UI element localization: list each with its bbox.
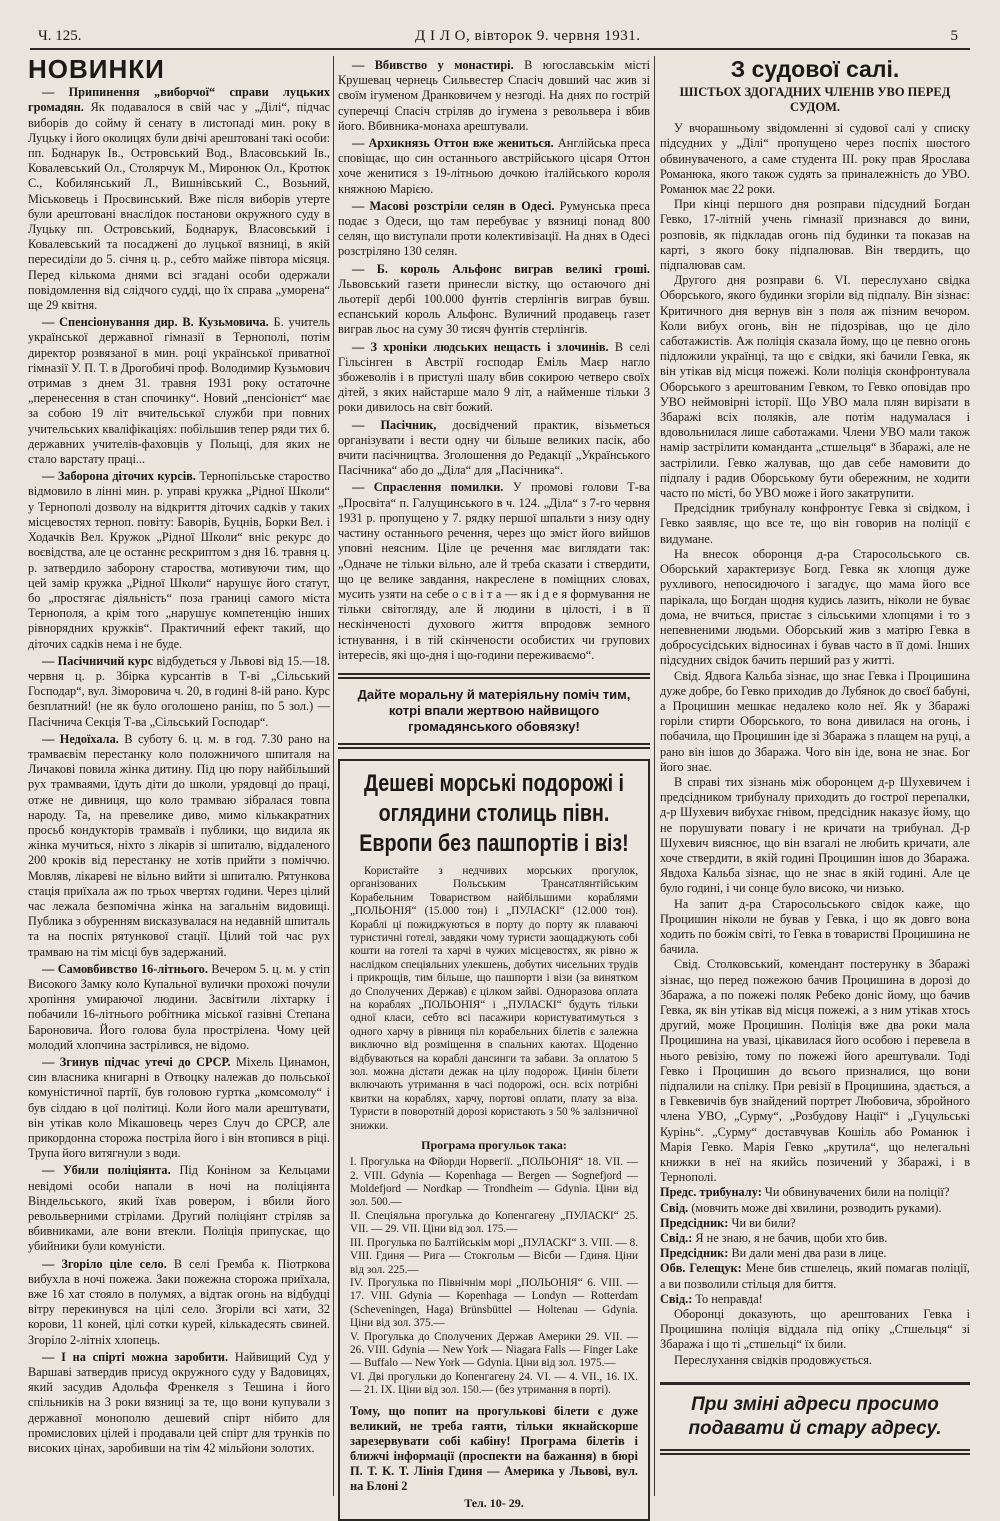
court-section-title: З судової салі. bbox=[730, 56, 900, 82]
dialogue-line bbox=[660, 1246, 970, 1261]
ad-program-title: Програма прогульок така: bbox=[421, 1138, 567, 1153]
court-closing-paragraph: Оборонці доказують, що арештованих Гевка і Процишина поліція віддала під опіку „Стшельця“ зі Збаража і що ті „стшельці“ їх били. bbox=[660, 1307, 970, 1352]
dialogue-speaker: Предсідник: bbox=[660, 1246, 729, 1261]
dialogue-line bbox=[660, 1292, 970, 1307]
ad-trip-item: І. Прогулька на Фйорди Норвегії. „ПОЛЬОНІЯ“ 18. VII. — 2. VIII. Gdynia — Kopenhaga — Bergen — Sognefjord — Moldefjord — Nordkap — Trondheim — Gdynia. Ціни від зол. 500.— bbox=[350, 1156, 638, 1209]
court-closing-paragraph: Переслухання свідків продовжується. bbox=[674, 1352, 873, 1367]
news-item-body: Найвищий Суд у Варшаві затвердив присуд окружного суду у Вадовицях, який засудив Адольфа Френкеля з Тешина і його спільників на 3 роки вязниці за те, що вони купували з державної монополю дешевий спірт нібито для промислових цілей і продавали цей спірт для трунків по високих цінах, заробивши на тім 42 мільйони золотих. bbox=[28, 1349, 331, 1456]
news-items-list bbox=[28, 85, 330, 1456]
news-item-body: Румунська преса подає з Одеси, що там перебуває у вязниці понад 800 селян, що виступали проти колективізації. На днях в Одесі розстріляно 130 селян. bbox=[338, 198, 650, 259]
masthead bbox=[30, 26, 970, 50]
news-item-body: Тернопільське староство відмовило в лінні мин. р. управі кружка „Рідної Школи“ у Тернополі дозволу на відкриття діточих садків у таких місцевостях терноп. повіту: Баворів, Буцнів, Борки Вел. і Ходачків Вел. Кружок „Рідної Школи“ вніс рекурс до воєвідства, але це останнє рескриптом з дня 16. травня ц. р. затвердило заборону староства, мотивуючи тим, що цей замір кружка „Рідної Школи“ нарушує його статут, бо „простягає діяльність“ поза границі самого міста Тернополя, а крім того „нарушує компетенцію інших рівнорядних кружків“. Практичний ефект такий, що діточих садків нема і не буде. bbox=[28, 469, 330, 651]
news-item bbox=[28, 469, 330, 651]
news-item-body: В суботу 6. ц. м. в год. 7.30 рано на трамваєвім перестанку коло положничого шпиталя на Личакові повила жінка дитину. Під цю пору найбільший рух трамваями, їдуть діти до школи, урядовці до праці, отже не дивниця, що коло трамваю зібралася товпа народу. Та, на превелике диво, мимо кількакратних просьб кондукторів трамваїв і публики, що видила як жінка мучиться, ніхто з лікарів зі шпиталю, віддаленого 200 кроків від перестанку не хотів прийти з поміччю. Мовляв, лікареві не вільно вийти зі шпиталю. Рятункова стація приїхала аж по трьох чвертях години. Через цілий час лежала безпомічна жінка на загальнім видовищі. Публика з обуренням висказувалася на недавній шпиталь та на поспіх рятункової стації. Цілий той час рух трамваю на тім місці був задержаний. bbox=[28, 731, 330, 959]
news-item bbox=[338, 262, 650, 338]
news-item-title: — Згоріло ціле село. bbox=[42, 1256, 167, 1271]
ad-intro: Користайте з недчивих морських прогулок, організованих Польським Трансатлянтійським Корабельним Товариством найбільшими кораблями „ПОЛЬОНІЯ“ (15.000 тон) і „ПУЛАСКІ“ (12.000 тон). Кораблі ці пожиджуються в порту до порту як плаваючі туристичні готелі, завдяки чому туристи заощаджують собі кошти на готелі та харчі в чужих місцевостях, як рівно ж наслідком спеціяльних улекшень, добутих чисельних трудів і прикрощів, тим більше, що пашпорти і візи (за винятком до Сполучених Держав) є цілком зайві. Одноразова оплата на кораблях „ПОЛЬОНІЯ“ і „ПУЛАСКІ“ будуть тільки одної класи, себто всі пасажири користуватимуться з одного харчу в рівниця піл корабельних білетів є залежна виключно від розміщення в спальних каютах. Щоденно відбуваються на кораблі дансинги та забави. За оплатою 5 зол. можна дістати дежак на цілу подорож. Цинін білети включають утримання в часі подорожі, осн. всіх потрібні квитки на кораблях, харчу, портові оплати, плату за віза. Туристи в поворотній дорозі користають з 50 % залізничної знижки. bbox=[350, 864, 638, 1132]
news-item-title: — Заборона діточих курсів. bbox=[42, 469, 196, 484]
news-item-title: — Недоїхала. bbox=[42, 731, 119, 746]
news-item-title: — Пасічник, bbox=[352, 417, 437, 432]
dialogue-line bbox=[660, 1216, 970, 1231]
column-divider bbox=[333, 56, 334, 1496]
news-item bbox=[28, 732, 330, 960]
court-paragraph: На запит д-ра Старосольського свідок каже, що Процишин ніколи не бував у Гевка, і що як довго вона ходить по божім світі, то Гевка в товаристві Процишина не бачила. bbox=[660, 896, 970, 957]
news-item-body: Як подавалося в свій час у „Ділі“, підчас виборів до сойму й сенату в листопаді мин. року в Луцьку і його околицях були двічі арештовані такі особи: пп. Боднарук Ів., Островський Вод., Власовський Ів., Ковалевський Ол., Столярчук М., Миронюк Ол., Кротюк С., Кобилянський Л., Вишнівський С., Возьний, Міськовець і Просвинський. Вже після виборів утерте були арештовані внаслідок постанови окружного суду в Луцьку пп. Островський, Боднарук, Власовський і Ковалевський та посаджені до луцької вязниці, в якій пересиділи до 5. січня ц. р., себто майже півтора місяця. Перед кількома днями всі згадані особи одержали повідомлення від слідчого судді, що їх справа „уморена“ ще 29 квітня. bbox=[28, 100, 330, 313]
news-item bbox=[28, 1257, 330, 1348]
news-item-title: — Спраєлення помилки. bbox=[352, 480, 504, 495]
dialogue-text: Чи обвинувачених били на поліції? bbox=[764, 1185, 950, 1200]
news-item bbox=[28, 85, 330, 313]
ad-trip-item: ІІ. Спеціяльна прогулька до Копенгагену „ПУЛАСКІ“ 25. VII. — 29. VII. Ціни від зол. 175.— bbox=[350, 1209, 638, 1236]
news-item-title: — Спенсіонування дир. В. Кузьмовича. bbox=[42, 315, 269, 330]
news-item-body: В селі Гремба к. Піотркова вибухла в ночі пожежа. Заки пожежна сторожа приїхала, вже 16 хат стояло в полумях, а відтак огонь на відбудці вітру перекинувся на цілі село. Згоріли всі хати, 32 корови, 11 коней, цілі сотки курей, кількадесять свиней. Згоріло 2-літніх хлопець. bbox=[28, 1256, 330, 1347]
news-item bbox=[28, 1163, 330, 1254]
dialogue-text: Чи ви били? bbox=[731, 1215, 796, 1230]
column-divider bbox=[654, 56, 655, 1496]
news-item-title: — Масові розстріли селян в Одесі. bbox=[352, 198, 555, 213]
dialogue-text: То неправда! bbox=[695, 1291, 763, 1306]
dialogue-line bbox=[660, 1201, 970, 1216]
dialogue-speaker: Предс. трибуналу: bbox=[660, 1185, 762, 1200]
dialogue-text: (мовчить може дві хвилини, розводить руками). bbox=[691, 1200, 942, 1215]
news-item-body: досвідчений практик, візьметься організувати і вести одну чи більше великих пасік, або вчити пасічництва. Зголошення до Редакції „Українського Пасічника“ або до „Діла“ для „Пасічника“. bbox=[338, 417, 650, 478]
dialogue-speaker: Свід. bbox=[660, 1200, 689, 1215]
news-item-title: — Пасічничий курс bbox=[42, 653, 154, 668]
news-item-title: — Самовбивство 16-літнього. bbox=[42, 961, 208, 976]
dialogue-speaker: Свід.: bbox=[660, 1231, 693, 1246]
news-item-body: Англійська преса сповіщає, що син останнього австрійського цісаря Оттон хоче женитися з 19-літньою дочкою італійського короля княжною Марією. bbox=[338, 136, 651, 196]
news-item-title: — Убили поліціянта. bbox=[42, 1163, 171, 1178]
court-closing bbox=[660, 1307, 970, 1368]
news-item-title: — І на спірті можна заробити. bbox=[42, 1349, 229, 1364]
news-item-title: — Припинення „виборчої“ справи луцьких громадян. bbox=[28, 85, 330, 115]
news-item-title: — Згинув підчас утечі до СРСР. bbox=[42, 1055, 231, 1069]
dialogue-text: Мене бив стшелець, який помагав поліції, а ви позволили стільця для биття. bbox=[660, 1261, 970, 1291]
court-dialogue bbox=[660, 1185, 970, 1307]
news-item bbox=[338, 418, 650, 479]
news-item-body: В селі Гільсінген в Австрії господар Еміль Маєр нагло збожеволів і в пристулі шалу вбив сокирою четверо своїх дітей, з яких найстарше мало 9 літ, а найменше тільки 3 роки дивилось на світ божий. bbox=[338, 339, 650, 415]
news-item bbox=[338, 58, 650, 134]
court-paragraph: В справі тих зізнань між оборонцем д-р Шухевичем і предсідником трибуналу приходить до гострої перепалки, д-р Шухевич вибухає гнівом, предсідник наказує йому, що не порушувати повагу і не кричати на трибунал. Д-р Шухевич вияснює, що він взагалі не любить кричати, але хоче ствердити, в якій годині Процишин ішов до Збаража. Явдоха Кальба зізнає, що не знає в якій годині. Але це було годині, і чи сонце було високо, чи низько. bbox=[660, 774, 970, 896]
ad-trips-list bbox=[350, 1156, 638, 1397]
news-item-title: — Б. король Альфонс виграв великі гроші. bbox=[352, 261, 650, 276]
newspaper-dateline: Д І Л О, вівторок 9. червня 1931. bbox=[415, 28, 641, 44]
news-column-middle bbox=[338, 56, 651, 1510]
court-paragraph: Предсідник трибуналу конфронтує Гевка зі свідком, і Гевко заявляє, що все те, що він говорив на поліції є видумане. bbox=[660, 501, 970, 546]
court-paragraph: У вчорашньому звідомленні зі судової салі у списку підсудних у „Ділі“ пропущено через поспіх шостого обвинуваченого, а саме студента ІІІ. року прав Ярослава Романюка, якого також судять за приналежність до УВО. Романюк має 22 роки. bbox=[660, 121, 970, 197]
court-paragraph: При кінці першого дня розправи підсудний Богдан Гевко, 17-літній учень гімназії признався до вини, розповів, як підкладав огонь під будинки та показав на карті, з якого боку підпалював. Він твердить, що підпалював сам. bbox=[660, 197, 970, 273]
court-paragraph: Свід. Ядвога Кальба зізнає, що знає Гевка і Процишина дуже добре, бо Гевко приходив до Лубянок до своєї бабуні, а Процишин мешкає недалеко коло неї. Як у Збаражі горіли стирти Оборського, то вона дивилася на огонь, і побачила, що Процишин іде зі Збаража з плащем на руці, а рано він ішов до Збаража. Чого він іде, вона не знає. Бог його знає. bbox=[660, 668, 970, 774]
news-item bbox=[338, 136, 650, 197]
ad-footer: Тому, що попит на прогулькові білети є дуже великий, не треба гаяти, тільки якнайскорше зарезервувати собі кабіну! Програма білетів і ближчі інформації (проспекти на бажання) в бюрі П. Т. К. Т. Лінія Гдиня — Америка у Львові, вул. на Блоні 2 bbox=[350, 1403, 638, 1493]
issue-number: Ч. 125. bbox=[38, 28, 82, 44]
court-column-right bbox=[660, 56, 970, 1496]
address-change-notice: При зміні адреси просимо подавати й стару адресу. bbox=[660, 1382, 970, 1455]
news-item-body: В югославськім місті Крушевац чернець Сильвестер Спасіч довший час жив зі своїм ігуменом Дранковичем у незгоді. На днях по гострій суперечці Спасіч стріляв до ігумена з револьвера і вбив його. Вбивника-монаха арештували. bbox=[338, 58, 651, 133]
news-items-list bbox=[338, 58, 650, 663]
news-item-body: У промові голови Т-ва „Просвіта“ п. Галущинського в ч. 124. „Діла“ з 7-го червня 1931 р. пропущено у 7. рядку першої шпальти з низу одну частину останнього речення, через що зміст його вийшов уповні неясним. Ціле це речення має виглядати так: „Одначе не тільки вільно, але й треба сказати і ствердити, що це велике завдання, накреслене в поміщних словах, мусить узяти на себе о с в і т а — як і д е я формування не тільки світогляду, але й людини в цілості, і в її нескінченості духового життя впродовж земного істнування, і в тій скінчености особистих чи групових інтересів, які що-дня і що-години переживаємо“. bbox=[338, 480, 650, 662]
appeal-box: Дайте моральну й матеріяльну поміч тим, котрі впали жертвою найвищого громадянського обовязку! bbox=[338, 673, 650, 749]
dialogue-speaker: Свід.: bbox=[660, 1291, 693, 1306]
cruise-advertisement bbox=[338, 759, 650, 1521]
news-item bbox=[28, 315, 330, 467]
court-paragraph: На внесок оборонця д-ра Старосольського св. Оборський характеризує Богд. Гевка як хлопця дуже рухливого, непосидючого і загадує, що мама його все парікала, що Богдан щодня кудись лазить, ніколи не буває дома, не вчиться, пристає з сільськими хлопцями і то з непевненими людьми. Оборський жив з матірю Гевка в добросусідських відносинах і бував часто в її домі. Інших підсудних свідок бачить перший раз у житті. bbox=[660, 546, 970, 668]
news-item-title: — З хроніки людських нещасть і злочинів. bbox=[352, 339, 609, 354]
news-item-title: — Вбивство у монастирі. bbox=[352, 58, 514, 72]
dialogue-text: Ви дали мені два рази в лице. bbox=[731, 1246, 887, 1261]
dialogue-line bbox=[660, 1185, 970, 1200]
news-item bbox=[338, 480, 650, 662]
ad-phone: Тел. 10- 29. bbox=[464, 1495, 524, 1510]
news-item-body: Львовський газети принесли вістку, що остаючого дні льотерії дербі 100.000 фунтів стерлінгів виграв бувш. еспанський король Альфонс. Вуличний продавець газет виграв льос на суму 30 тисяч фунтів стерлінгів. bbox=[338, 276, 650, 337]
court-paragraph: Другого дня розправи 6. VI. переслухано свідка Оборського, якого будинки згоріли від підпалу. Він зізнає: Критичного дня вернув він з поля аж пізним вечором. Коли вибух огонь, він не підозрівав, що це діло саботажистів. Аж поліція сказала йому, що це певно огонь підложили українці, та що є свідки, які бачили Гевка, як він утікав від місця пожежі. Коли поліція сконфронтувала Оборського з арештованим Гевком, то Гевко оповідав про УВО неймовірні історії. Що УВО мала плян вирізати в Збаражі всіх поляків, але потім надумалася і вдовольнилася лише саботажами. Члени УВО мали також намір застрілити команданта „стшельця“ в Збаражі, але не застрілили. Гевко жалував, що дав себе намовити до підпалу і радив Оборському бути обережним, не ходити часто по місті, бо УВО може і його закатрупити. bbox=[660, 273, 970, 501]
dialogue-line bbox=[660, 1261, 970, 1291]
court-article-body bbox=[660, 121, 970, 1185]
news-item bbox=[338, 340, 650, 416]
ad-trip-item: V. Прогулька до Сполучених Держав Америки 29. VII. — 26. VIII. Gdynia — New York — Niagara Falls — Finger Lake — Buffalo — New York — Gdynia. Ціни від зол. 1975.— bbox=[350, 1330, 638, 1370]
news-column-left bbox=[28, 56, 330, 1496]
ad-trip-item: ІІІ. Прогулька по Балтійськім морі „ПУЛАСКІ“ 3. VIII. — 8. VIII. Гдиня — Рига — Стокгольм — Вісби — Гдиня. Ціни від зол. 225.— bbox=[350, 1236, 638, 1276]
news-item bbox=[28, 654, 330, 730]
news-item-body: Під Коніном за Кельцами невідомі особи напали в ночі на поліціянта Віндельського, який їхав ровером, і вбили його револьверними стрілами. Другий поліціянт стріляв за вбивниками, але вони втекли. Поліція припускає, що убийники були комуністи. bbox=[28, 1163, 330, 1254]
dialogue-speaker: Обв. Гелещук: bbox=[660, 1261, 742, 1276]
dialogue-line bbox=[660, 1231, 970, 1246]
ad-trip-item: VI. Дві прогульки до Копенгагену 24. VI. — 4. VII., 16. IX. — 21. IX. Ціни від зол. 150.— (без утримання в порті). bbox=[350, 1370, 638, 1397]
news-item-body: Вечером 5. ц. м. у стіп Високого Замку коло Купальної вулички прохожі почули хропіння умираючої людини. Засвітили ліхтарку і побачили 16-літнього робітника міської газівні Степана Бароновича. Його голова була прострілена. Чому цей молодий хлопчина застрілився, не відомо. bbox=[28, 961, 330, 1052]
news-item-body: Міхель Цинамон, син власника книгарні в Отвоцку належав до польської комуністичної партії, був головою гуртка „комсомолу“ і був сілдаю в цої політиці. Коли його мали арештувати, він утікав коло Мікашовець через Случ до СРСР, але прикордонна сторожа постріла його і він втопився в ріці. Трупа його витягнули з води. bbox=[28, 1055, 330, 1161]
ad-headline: Дешеві морські подорожі і оглядини столиць півн. Европи без пашпортів і віз! bbox=[359, 769, 629, 857]
news-item-body: відбудеться у Львові від 15.—18. червня ц. р. Збірка курсантів в Т-ві „Сільський Господар“, вул. Зіморовича ч. 20, в годині 8-ій рано. Курс безплатний! (не як було оголошено раніш, по 5 зол.) — Пасічнича Секція Т-ва „Сільський Господар“. bbox=[28, 653, 330, 729]
dialogue-text: Я не знаю, я не бачив, щоби хто бив. bbox=[695, 1231, 888, 1246]
news-item-body: Б. учитель української державної гімназії в Тернополі, потім директор розвязаної в мин. році української приватної гімназії У. П. Т. в Дрогобичі проф. Володимир Кузьмович отримав з днем 31. травня 1931 року остаточне „перенесення в стан спочинку“. Новий „пенсіонієт“ має за собою 19 літ вчительської служби при повних учительських кваліфікаціях: побільшив тепер ряди тих б. державних учителів-фаховців у Польщі, для яких не стало варстату праці... bbox=[28, 315, 330, 467]
news-item bbox=[28, 1055, 330, 1161]
news-item bbox=[338, 199, 650, 260]
news-item-title: — Архикнязь Оттон вже жениться. bbox=[352, 136, 554, 151]
page-number: 5 bbox=[950, 28, 958, 44]
news-item bbox=[28, 962, 330, 1053]
section-title-novynky: НОВИНКИ bbox=[28, 54, 165, 84]
ad-trip-item: IV. Прогулька по Північнім морі „ПОЛЬОНІЯ“ 6. VIII. — 17. VIII. Gdynia — Kopenhaga — Londyn — Rotterdam (Scheveningen, Haga) Brünsbüttel — Holtenau — Gdynia. Ціни від зол. 375.— bbox=[350, 1276, 638, 1330]
dialogue-speaker: Предсідник: bbox=[660, 1215, 729, 1230]
news-item bbox=[28, 1350, 330, 1456]
court-paragraph: Свід. Столковський, комендант постерунку в Збаражі зізнає, що перед пожежою бачив Процишина в дорозі до Збаража, а по пожежі поляк Ребеко доніс йому, що бачив Гевка, як він утікав від місця пожежі, а з ним утікав хтось другий, може Процишин. Поліція вже два роки мала Процишина на увазі, цікавилася його особою і перевела в нього ревізію, тому по пожежі його арештували. Тоді Гевко і Процишин до всього призналися, що вони підпалили на спілку. При ревізії в Процишина, здається, а в Гевкевичів був знайдений портрет Любовича, збройного члена УВО, „Сурму“, „Розбудову Нації“ і „Гуцульські Курінь“. „Сурму“ доставчував Кошіль або Романюк і Марія Гевко. Марія Гевко „крутила“, що нелегальні книжки в неї на якийсь позичений у Збаражі, і в Тернополі. bbox=[660, 957, 970, 1185]
court-article-subtitle: ШІСТЬОХ ЗДОГАДНИХ ЧЛЕНІВ УВО ПЕРЕД СУДОМ. bbox=[679, 85, 951, 115]
